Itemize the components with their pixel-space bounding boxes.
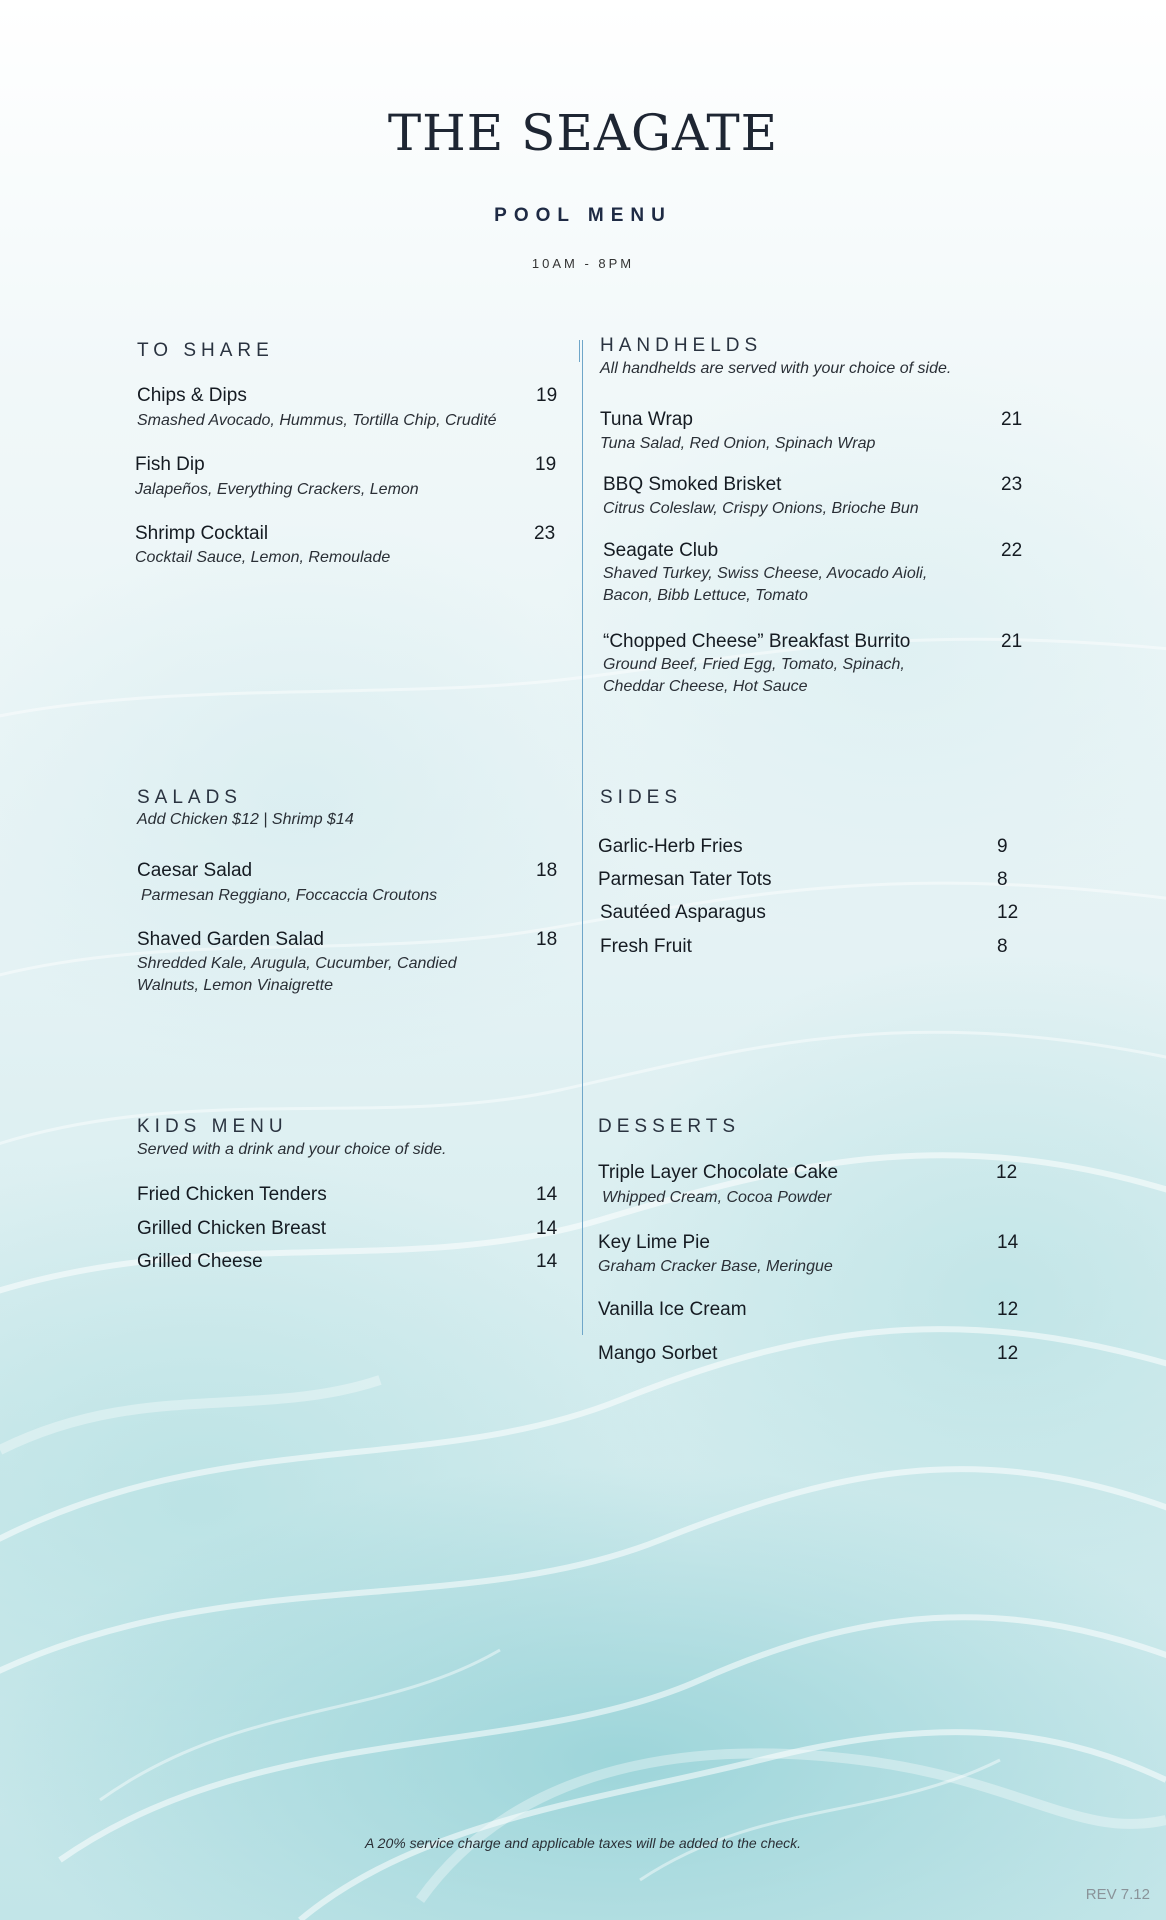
menu-item-description: Ground Beef, Fried Egg, Tomato, Spinach, Cheddar Cheese, Hot Sauce <box>603 656 905 695</box>
menu-item-description: Citrus Coleslaw, Crispy Onions, Brioche Bun <box>603 500 919 517</box>
service-hours: 10AM - 8PM <box>531 256 635 271</box>
column-divider <box>582 340 583 1335</box>
menu-item-name: Shrimp Cocktail <box>135 523 269 544</box>
menu-item-description: Cocktail Sauce, Lemon, Remoulade <box>135 549 391 566</box>
menu-item-name: Vanilla Ice Cream <box>598 1299 747 1320</box>
menu-item-description: Shredded Kale, Arugula, Cucumber, Candied Walnuts, Lemon Vinaigrette <box>137 955 457 994</box>
menu-item-price: 14 <box>536 1251 558 1272</box>
section-note-handhelds: All handhelds are served with your choice of side. <box>600 360 952 377</box>
section-heading-handhelds: HANDHELDS <box>600 335 763 356</box>
menu-item-price: 21 <box>1001 409 1023 430</box>
menu-item-description: Tuna Salad, Red Onion, Spinach Wrap <box>600 435 876 452</box>
restaurant-title: THE SEAGATE <box>387 104 779 162</box>
menu-item-price: 12 <box>996 1162 1018 1183</box>
menu-item-name: Caesar Salad <box>137 860 253 881</box>
menu-item-name: Grilled Cheese <box>137 1251 263 1272</box>
menu-item-description: Graham Cracker Base, Meringue <box>598 1258 833 1275</box>
menu-item-price: 8 <box>997 936 1008 957</box>
menu-item-description: Parmesan Reggiano, Foccaccia Croutons <box>141 887 438 904</box>
menu-item-price: 18 <box>536 860 558 881</box>
menu-item-name: Fresh Fruit <box>600 936 692 957</box>
menu-item-name: Mango Sorbet <box>598 1343 718 1364</box>
section-heading-salads: SALADS <box>137 787 242 808</box>
menu-item-price: 12 <box>997 1343 1019 1364</box>
menu-item-price: 12 <box>997 902 1019 923</box>
menu-item-price: 8 <box>997 869 1008 890</box>
menu-item-name: Parmesan Tater Tots <box>598 869 772 890</box>
menu-item-name: Sautéed Asparagus <box>600 902 766 923</box>
service-charge-note: A 20% service charge and applicable taxes will be added to the check. <box>364 1835 802 1851</box>
menu-item-price: 21 <box>1001 631 1023 652</box>
menu-item-price: 9 <box>997 836 1008 857</box>
menu-item-price: 19 <box>536 385 558 406</box>
menu-item-name: Grilled Chicken Breast <box>137 1218 327 1239</box>
menu-item-name: Garlic-Herb Fries <box>598 836 743 857</box>
menu-item-name: “Chopped Cheese” Breakfast Burrito <box>603 631 911 652</box>
menu-item-name: Shaved Garden Salad <box>137 929 324 950</box>
menu-item-name: Chips & Dips <box>137 385 247 406</box>
menu-item-price: 14 <box>997 1232 1019 1253</box>
menu-item-name: BBQ Smoked Brisket <box>603 474 782 495</box>
menu-item-price: 23 <box>1001 474 1023 495</box>
menu-item-description: Shaved Turkey, Swiss Cheese, Avocado Aioli, Bacon, Bibb Lettuce, Tomato <box>603 565 928 604</box>
section-heading-sides: SIDES <box>600 787 683 808</box>
section-heading-to-share: TO SHARE <box>137 340 274 361</box>
menu-item-name: Tuna Wrap <box>600 409 693 430</box>
menu-subtitle: POOL MENU <box>494 205 672 226</box>
menu-item-name: Fish Dip <box>135 454 205 475</box>
section-note-kids-menu: Served with a drink and your choice of side. <box>137 1141 447 1158</box>
section-heading-desserts: DESSERTS <box>598 1116 741 1137</box>
menu-item-description: Jalapeños, Everything Crackers, Lemon <box>135 481 419 498</box>
menu-item-price: 22 <box>1001 540 1023 561</box>
menu-item-price: 23 <box>534 523 556 544</box>
menu-item-description: Smashed Avocado, Hummus, Tortilla Chip, Crudité <box>137 412 497 429</box>
menu-item-name: Seagate Club <box>603 540 719 561</box>
menu-item-name: Key Lime Pie <box>598 1232 710 1253</box>
menu-item-name: Triple Layer Chocolate Cake <box>598 1162 839 1183</box>
section-heading-kids-menu: KIDS MENU <box>137 1116 288 1137</box>
menu-item-description: Whipped Cream, Cocoa Powder <box>602 1189 832 1206</box>
revision-label: REV 7.12 <box>1085 1886 1150 1903</box>
menu-item-price: 19 <box>535 454 557 475</box>
section-note-salads: Add Chicken $12 | Shrimp $14 <box>137 811 354 828</box>
menu-item-price: 18 <box>536 929 558 950</box>
column-divider-tick <box>579 340 580 362</box>
menu-item-price: 12 <box>997 1299 1019 1320</box>
menu-item-price: 14 <box>536 1218 558 1239</box>
menu-item-price: 14 <box>536 1184 558 1205</box>
menu-item-name: Fried Chicken Tenders <box>137 1184 327 1205</box>
